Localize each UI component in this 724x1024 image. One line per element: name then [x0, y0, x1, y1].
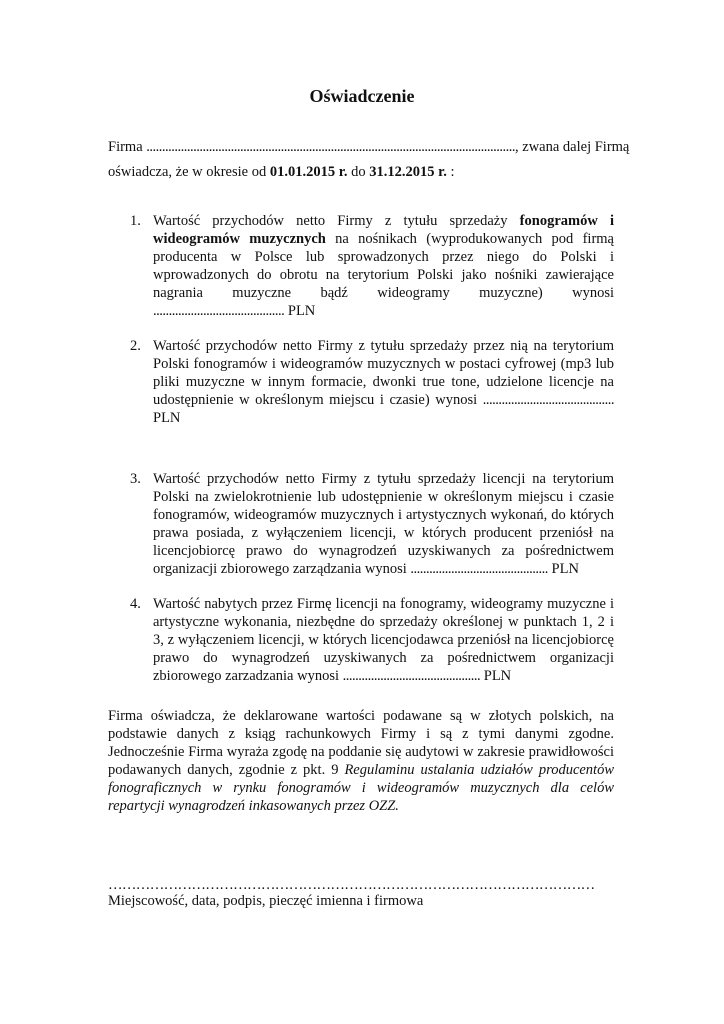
item-number: 2.: [130, 338, 141, 354]
currency-label: PLN: [287, 303, 316, 319]
signature-caption: Miejscowość, data, podpis, pieczęć imienna i firmowa: [108, 893, 424, 909]
declaration-items: [130, 212, 614, 685]
closing-statement: [108, 707, 614, 815]
period-middle: do: [351, 164, 366, 180]
item-text: [153, 212, 614, 320]
item-text-part: Wartość przychodów netto Firmy z tytułu sprzedaży przez nią na terytorium Polski fonogramów i wideogramów muzycznych w postaci cyfrowej (mp3 lub pliki muzyczne w innym formacie, dwonki true tone, udzielone licencje na udostępnienie w określonym miejscu i czasie) wynosi: [153, 338, 614, 408]
period-line: [108, 164, 454, 181]
company-line-suffix: , zwana dalej Firmą: [515, 139, 630, 155]
amount-blank: ............................................: [410, 561, 548, 577]
currency-label: PLN: [483, 668, 512, 684]
item-text: [153, 595, 614, 685]
item-text-part: Wartość przychodów netto Firmy z tytułu sprzedaży: [153, 213, 508, 229]
currency-label: PLN: [153, 410, 181, 426]
item-text-part: na nośnikach (wyprodukowanych pod firmą producenta w Polsce lub sprowadzonych przez niego do Polski i wprowadzonych do obrotu na terytorium Polski jako nośniki zawierające nagrania muzyczne bądź wideogramy muzyczne) wynosi: [153, 231, 614, 301]
currency-label: PLN: [551, 561, 579, 577]
item-text-part: Wartość przychodów netto Firmy z tytułu sprzedaży licencji na terytorium Polski na zwielokrotnienie lub udostępnienie w określonym miejscu i czasie fonogramów, wideogramów muzycznych i artystycznych wykonań, do których prawa posiada, z wyłączeniem licencji, w których producent przeniósł na licencjobiorcę prawo do wynagrodzeń uzyskiwanych za pośrednictwem organizacji zbiorowego zarządzania wynosi: [153, 471, 614, 577]
item-text: [153, 337, 614, 427]
item-number: 4.: [130, 596, 141, 612]
amount-blank: ............................................: [342, 668, 481, 684]
period-suffix: :: [450, 164, 455, 180]
signature-line: ……………………………………………………………………………………………: [108, 877, 595, 893]
period-date-from: 01.01.2015 r.: [269, 164, 348, 180]
company-line: [108, 139, 629, 156]
list-item: [130, 595, 614, 685]
regulation-title: Regulaminu ustalania udziałów producentów fonograficznych w rynku fonogramów i wideogramów muzycznych dla celów repartycji wynagrodzeń inkasowanych przez OZZ.: [108, 762, 615, 814]
item-text: [153, 470, 614, 578]
document-title: Oświadczenie: [309, 86, 415, 106]
period-prefix: oświadcza, że w okresie od: [108, 164, 267, 180]
company-label: Firma: [108, 139, 143, 155]
closing-text-part: Firma oświadcza, że deklarowane wartości podawane są w złotych polskich, na podstawie danych z ksiąg rachunkowych Firmy i są z tymi danymi zgodne. Jednocześnie Firma wyraża zgodę na poddanie się audytowi w zakresie prawidłowości podawanych danych, zgodnie z pkt. 9: [108, 708, 614, 778]
list-item: [130, 337, 614, 427]
item-number: 1.: [130, 213, 141, 229]
amount-blank: ..........................................: [153, 303, 285, 319]
item-text-part: Wartość nabytych przez Firmę licencji na fonogramy, wideogramy muzyczne i artystyczne wykonania, niezbędne do sprzedaży określonej w punktach 1, 2 i 3, z wyłączeniem licencji, w których licencjodawca przeniósł na licencjobiorcę prawo do wynagrodzeń uzyskiwanych za pośrednictwem organizacji zbiorowego zarzadzania wynosi: [153, 596, 614, 684]
list-item: [130, 212, 614, 320]
amount-blank: ..........................................: [482, 392, 614, 408]
item-bold-phrase: fonogramów i wideogramów muzycznych: [153, 213, 614, 247]
item-number: 3.: [130, 471, 141, 487]
closing-text: [108, 707, 614, 815]
list-item: [130, 470, 614, 578]
period-date-to: 31.12.2015 r.: [369, 164, 447, 180]
company-name-blank: ......................................................................................................................: [146, 139, 516, 155]
